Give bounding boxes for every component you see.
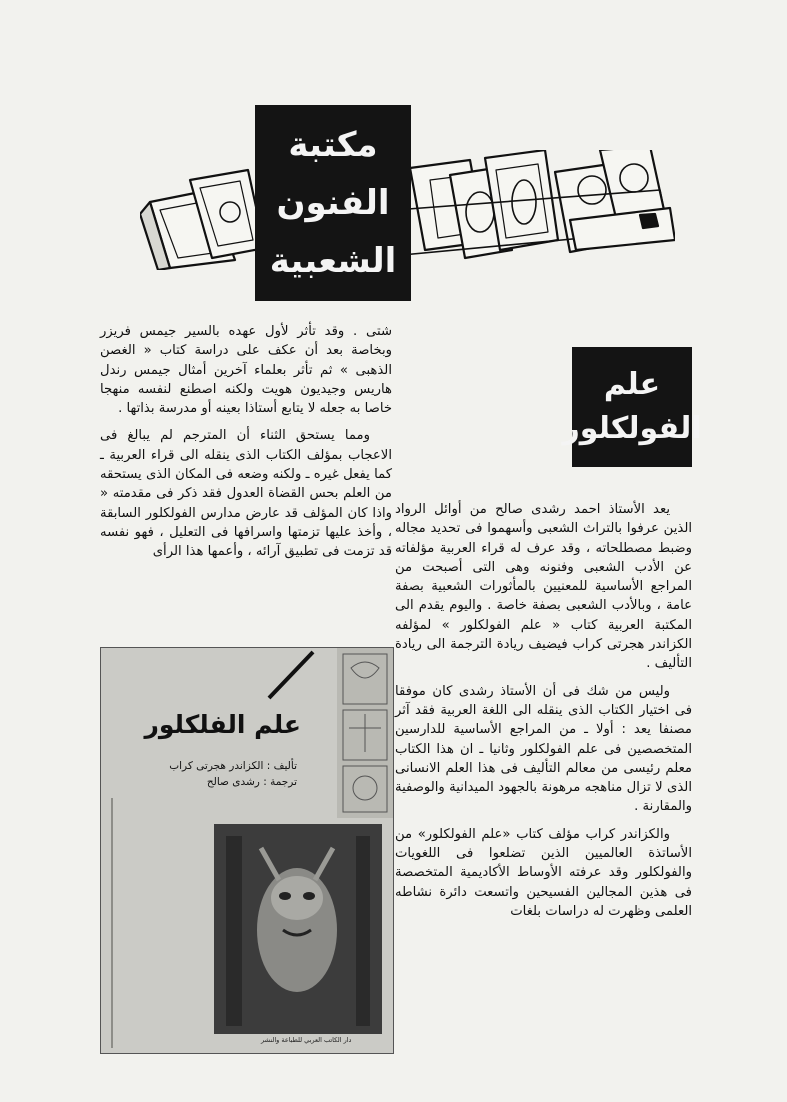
series-title-line-3: الشعبية	[269, 241, 397, 281]
book-cover-image	[100, 647, 394, 1054]
left-paragraph-2: ومما يستحق الثناء أن المترجم لم يبالغ فى الاعجاب بمؤلف الكتاب الذى ينقله الى قراء العربية ـ كما يفعل غيره ـ ولكنه وضعه فى المكان الذى يستحقه من العلم بحس القضاة العدول فقد ذكر فى مقدمته « واذا كان المؤلف قد عارض مدارس الفولكلور السابقة ، وأخذ عليها تزمتها واسرافها فى التعليل ، فهو نفسه قد تزمت فى تطبيق آرائه ، وأعمها هذا الرأى	[100, 428, 392, 560]
cover-author: تأليف : الكزاندر هجرتى كراب	[169, 760, 297, 772]
left-text-column	[100, 322, 392, 562]
series-title-box	[255, 105, 411, 301]
right-paragraph-2: وليس من شك فى أن الأستاذ رشدى كان موفقا فى اختيار الكتاب الذى ينقله الى اللغة العربية فقد آثر مصنفا يعد : أولا ـ من المراجع الأساسية للدارسين المتخصصين فى علم الفولكلور وثانيا ـ ان هذا الكتاب معلم رئيسى من معالم التأليف فى هذا العلم الانسانى الذى لا تزال مناهجه مرهونة بالجهود الميدانية والوصفية والمقارنة .	[395, 683, 692, 815]
series-title-line-2: الفنون	[276, 183, 390, 223]
right-text-column	[395, 500, 692, 921]
series-title-line-1: مكتبة	[288, 125, 378, 165]
left-paragraph-1: شتى . وقد تأثر لأول عهده بالسير جيمس فريزر وبخاصة بعد أن عكف على دراسة كتاب « الغصن الذهبى » ثم تأثر بعلماء آخرين أمثال جيمس رندل هاريس وجيديون هويت ولكنه اصطنع لنفسه منهجا خاصا به جعله لا يتابع أستاذا بعينه أو مدرسة بذاتها .	[100, 324, 392, 417]
cover-title: علم الفلكلور	[144, 710, 301, 739]
cover-publisher: دار الكاتب العربي للطباعة والنشر	[261, 1036, 352, 1044]
right-paragraph-1: يعد الأستاذ احمد رشدى صالح من أوائل الرواد الذين عرفوا بالتراث الشعبى وأسهموا فى تحديد مجاله وضبط مصطلحاته ، وقد عرف له قراء العربية مؤلفاته عن الأدب الشعبى وفنونه وهى التى أصبحت من المراجع الأساسية للمعنيين بالمأثورات الشعبية بصفة عامة ، وبالأدب الشعبى بصفة خاصة . واليوم يقدم الى المكتبة العربية كتاب « علم الفولكلور » لمؤلفه الكزاندر هجرتى كراب فيضيف ريادة الترجمة الى ريادة التأليف .	[395, 502, 692, 672]
article-title-line-1: علم	[603, 367, 661, 402]
article-title-line-2: الفولكلور	[562, 411, 702, 446]
cover-translator: ترجمة : رشدى صالح	[206, 776, 297, 788]
article-title-box	[562, 347, 702, 467]
cover-decoration	[101, 648, 393, 1053]
right-paragraph-3: والكزاندر كراب مؤلف كتاب «علم الفولكلور» من الأساتذة العالميين الذين تضلعوا فى اللغويات والفولكلور وقد عرفته الأوساط الأكاديمية المتخصصة فى هذين المجالين الفسيحين واتسعت دائرة نشاطه العلمى وظهرت له دراسات بلغات	[395, 826, 692, 919]
